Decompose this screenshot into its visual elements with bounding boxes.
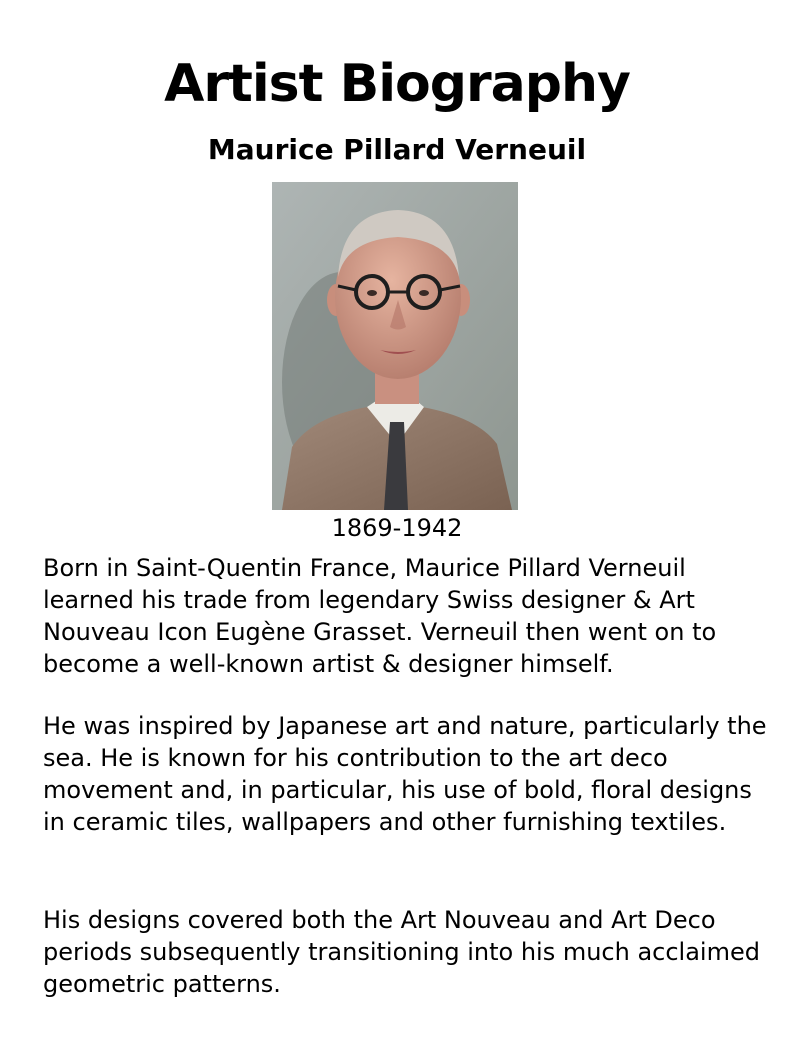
- life-dates: 1869-1942: [331, 514, 463, 542]
- page-title: Artist Biography: [164, 54, 630, 114]
- bio-paragraph-2: He was inspired by Japanese art and nature, particularly the sea. He is known for his contribution to the art deco movement and, in particular, his use of bold, floral designs in ceramic tiles, wallpapers and other furnishing textiles.: [43, 712, 767, 836]
- bio-paragraph-1: Born in Saint-Quentin France, Maurice Pillard Verneuil learned his trade from legendary Swiss designer & Art Nouveau Icon Eugène Grasset. Verneuil then went on to become a well-known artist & designer himself.: [43, 554, 717, 678]
- bio-paragraph-3: His designs covered both the Art Nouveau and Art Deco periods subsequently transitioning into his much acclaimed geometric patterns.: [43, 906, 760, 998]
- portrait-photo-icon: [272, 182, 518, 510]
- artist-portrait: [272, 182, 518, 510]
- artist-name: Maurice Pillard Verneuil: [207, 133, 587, 166]
